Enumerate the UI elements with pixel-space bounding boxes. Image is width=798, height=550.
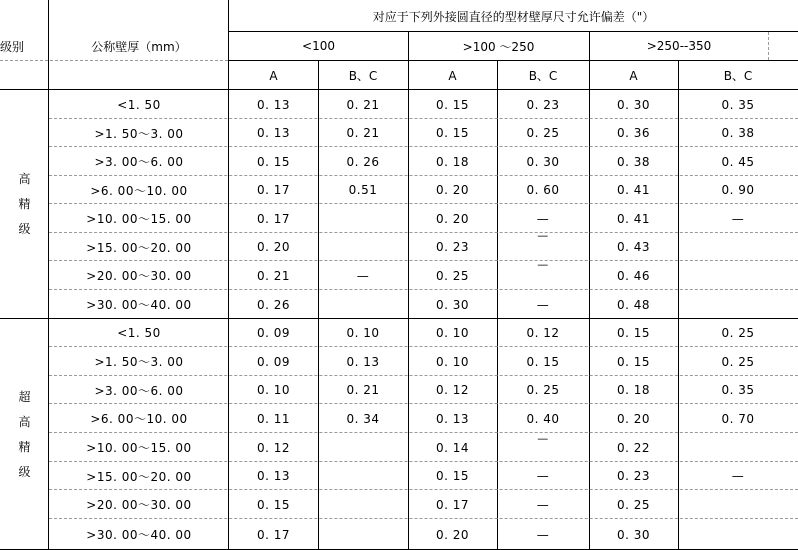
tolerance-value-cell: 0. 20 xyxy=(435,527,470,542)
tolerance-value-cell xyxy=(318,233,408,261)
tolerance-value-cell: 0. 36 xyxy=(616,126,651,140)
tolerance-value-cell: 0. 12 xyxy=(256,440,291,455)
tolerance-value-cell: 0. 90 xyxy=(721,183,755,197)
wall-thickness-cell: >3. 00～6. 00 xyxy=(94,383,184,398)
tolerance-value-cell xyxy=(318,433,408,462)
tolerance-value-cell: 0. 15 xyxy=(435,126,470,140)
wall-thickness-cell: <1. 50 xyxy=(117,326,161,340)
tolerance-value-cell: 0. 13 xyxy=(256,469,291,483)
tolerance-value-cell: 0. 41 xyxy=(616,211,651,226)
tolerance-value-cell: 0. 40 xyxy=(526,411,560,426)
wall-thickness-cell: >20. 00～30. 00 xyxy=(86,498,192,512)
grade-char: 超 xyxy=(18,389,31,404)
grid-line xyxy=(0,60,228,61)
tolerance-value-cell: 0. 17 xyxy=(435,497,470,512)
grade-label-ultra xyxy=(0,319,49,550)
tolerance-value-cell: 0. 25 xyxy=(435,268,470,283)
range-header-1: <100 xyxy=(302,39,335,53)
grade-char: 精 xyxy=(18,197,31,211)
wall-thickness-cell: >6. 00～10. 00 xyxy=(90,183,188,198)
tolerance-value-cell: 0. 15 xyxy=(256,154,291,169)
tolerance-value-cell: 0. 14 xyxy=(435,440,470,455)
tolerance-value-cell: 0. 35 xyxy=(721,383,755,397)
wall-thickness-cell: >30. 00～40. 00 xyxy=(86,298,192,312)
grade-label-high xyxy=(0,90,49,319)
sub-header-bc: B、C xyxy=(528,69,558,83)
wall-thickness-cell: >1. 50～3. 00 xyxy=(94,126,184,141)
grade-char: 高 xyxy=(18,172,31,186)
tolerance-value-cell xyxy=(318,290,408,319)
tolerance-value-cell: 0. 15 xyxy=(435,97,470,112)
tolerance-value-cell: 0. 43 xyxy=(616,240,651,254)
tolerance-value-cell: 0. 23 xyxy=(435,240,470,254)
tolerance-value-cell xyxy=(678,261,798,290)
tolerance-value-cell: 0. 10 xyxy=(435,354,470,369)
tolerance-value-cell: 0. 12 xyxy=(435,383,470,397)
grade-column-header: 级别 xyxy=(0,39,25,54)
tolerance-value-cell: 0. 30 xyxy=(616,97,651,112)
tolerance-value-cell: 0. 38 xyxy=(721,126,755,140)
tolerance-value-cell: 0. 18 xyxy=(435,154,470,169)
tolerance-value-cell: 0. 15 xyxy=(435,469,470,483)
tolerance-value-cell: 0. 30 xyxy=(616,527,651,542)
tolerance-value-cell: 0. 25 xyxy=(526,126,560,140)
tolerance-value-cell: 0. 13 xyxy=(256,97,291,112)
sub-header-bc: B、C xyxy=(723,69,753,83)
range-header-2: >100 ～250 xyxy=(462,39,535,54)
wall-thickness-cell: >1. 50～3. 00 xyxy=(94,355,184,369)
sub-header-a: A xyxy=(269,68,278,83)
tolerance-value-cell xyxy=(678,290,798,319)
tolerance-value-cell: 0. 10 xyxy=(435,326,470,340)
tolerance-value-cell: 0. 22 xyxy=(616,440,651,455)
wall-thickness-cell: <1. 50 xyxy=(117,97,161,112)
tolerance-span-header: 对应于下列外接圆直径的型材壁厚尺寸允许偏差（"） xyxy=(372,9,655,24)
tolerance-value-cell: 0. 20 xyxy=(435,183,470,197)
tolerance-value-cell: 0. 15 xyxy=(616,326,651,340)
tolerance-value-cell xyxy=(318,490,408,519)
tolerance-value-cell xyxy=(678,490,798,519)
tolerance-value-cell: 0. 11 xyxy=(256,411,291,426)
wall-thickness-cell: >20. 00～30. 00 xyxy=(86,269,192,283)
tolerance-value-cell: 0. 21 xyxy=(346,126,380,140)
tolerance-value-cell: 0. 10 xyxy=(256,383,291,397)
grade-char: 精 xyxy=(18,439,31,454)
tolerance-value-cell: 0. 21 xyxy=(256,268,291,283)
stray-dash: — xyxy=(537,257,549,271)
wall-thickness-cell: >3. 00～6. 00 xyxy=(94,155,184,169)
wall-thickness-cell: >10. 00～15. 00 xyxy=(86,441,192,455)
tolerance-value-cell: 0. 45 xyxy=(721,154,755,169)
tolerance-value-cell: 0. 38 xyxy=(616,154,651,169)
wall-thickness-cell: >10. 00～15. 00 xyxy=(86,212,192,226)
sub-header-a: A xyxy=(448,68,457,83)
tolerance-value-cell xyxy=(318,462,408,490)
wall-thickness-header: 公称壁厚（mm） xyxy=(91,39,187,54)
tolerance-value-cell: 0. 15 xyxy=(256,497,291,512)
tolerance-value-cell: 0. 15 xyxy=(616,354,651,369)
grade-char: 高 xyxy=(18,414,31,429)
wall-thickness-cell: >6. 00～10. 00 xyxy=(90,412,188,426)
tolerance-value-cell xyxy=(678,433,798,462)
tolerance-value-cell: 0. 21 xyxy=(346,97,380,112)
grade-char: 级 xyxy=(18,464,31,479)
tolerance-value-cell: 0. 26 xyxy=(256,297,291,312)
tolerance-value-cell: 0. 17 xyxy=(256,527,291,542)
tolerance-value-cell: 0. 13 xyxy=(256,126,291,140)
tolerance-value-cell: — xyxy=(731,211,745,226)
range-header-3: >250--350 xyxy=(646,39,712,53)
tolerance-value-cell: 0. 25 xyxy=(616,497,651,512)
tolerance-value-cell: 0. 23 xyxy=(616,469,651,483)
tolerance-value-cell: — xyxy=(356,268,370,283)
grade-char: 级 xyxy=(18,222,31,236)
tolerance-value-cell: 0. 48 xyxy=(616,297,651,312)
tolerance-value-cell: 0. 25 xyxy=(526,383,560,397)
tolerance-value-cell: — xyxy=(536,497,550,512)
tolerance-value-cell: 0. 41 xyxy=(616,183,651,197)
wall-thickness-cell: >15. 00～20. 00 xyxy=(86,240,192,255)
sub-header-bc: B、C xyxy=(348,69,378,83)
tolerance-value-cell: 0. 18 xyxy=(616,383,651,397)
tolerance-value-cell: 0. 17 xyxy=(256,211,291,226)
wall-thickness-cell: >15. 00～20. 00 xyxy=(86,469,192,484)
tolerance-value-cell: 0. 30 xyxy=(526,154,560,169)
tolerance-value-cell: 0. 25 xyxy=(721,354,755,369)
tolerance-value-cell: 0. 09 xyxy=(256,326,291,340)
tolerance-value-cell: 0. 13 xyxy=(435,411,470,426)
tolerance-value-cell: 0. 15 xyxy=(526,354,560,369)
tolerance-value-cell xyxy=(678,519,798,550)
tolerance-value-cell: 0. 25 xyxy=(721,326,755,340)
wall-thickness-cell: >30. 00～40. 00 xyxy=(86,528,192,542)
tolerance-value-cell: 0. 13 xyxy=(346,354,380,369)
stray-dash: — xyxy=(537,228,549,242)
sub-header-a: A xyxy=(629,68,638,83)
tolerance-value-cell: 0. 35 xyxy=(721,97,755,112)
tolerance-value-cell: 0. 20 xyxy=(435,211,470,226)
tolerance-value-cell: 0. 17 xyxy=(256,183,291,197)
tolerance-value-cell: — xyxy=(536,211,550,226)
tolerance-value-cell: 0.51 xyxy=(348,183,378,197)
tolerance-value-cell: 0. 70 xyxy=(721,411,755,426)
tolerance-value-cell: 0. 34 xyxy=(346,411,380,426)
tolerance-value-cell: 0. 12 xyxy=(526,326,560,340)
stray-dash: — xyxy=(537,431,549,445)
tolerance-value-cell: 0. 09 xyxy=(256,354,291,369)
tolerance-value-cell xyxy=(678,233,798,261)
tolerance-value-cell: 0. 26 xyxy=(346,154,380,169)
tolerance-value-cell: — xyxy=(731,469,745,483)
tolerance-value-cell: 0. 23 xyxy=(526,97,560,112)
tolerance-value-cell: — xyxy=(536,297,550,312)
tolerance-value-cell: 0. 46 xyxy=(616,268,651,283)
tolerance-value-cell: 0. 20 xyxy=(616,411,651,426)
tolerance-value-cell: 0. 60 xyxy=(526,183,560,197)
tolerance-value-cell: — xyxy=(536,469,550,483)
tolerance-value-cell: 0. 10 xyxy=(346,326,380,340)
tolerance-value-cell xyxy=(318,204,408,233)
tolerance-value-cell: 0. 20 xyxy=(256,240,291,254)
tolerance-value-cell: 0. 21 xyxy=(346,383,380,397)
tolerance-value-cell xyxy=(318,519,408,550)
tolerance-value-cell: — xyxy=(536,527,550,542)
tolerance-value-cell: 0. 30 xyxy=(435,297,470,312)
